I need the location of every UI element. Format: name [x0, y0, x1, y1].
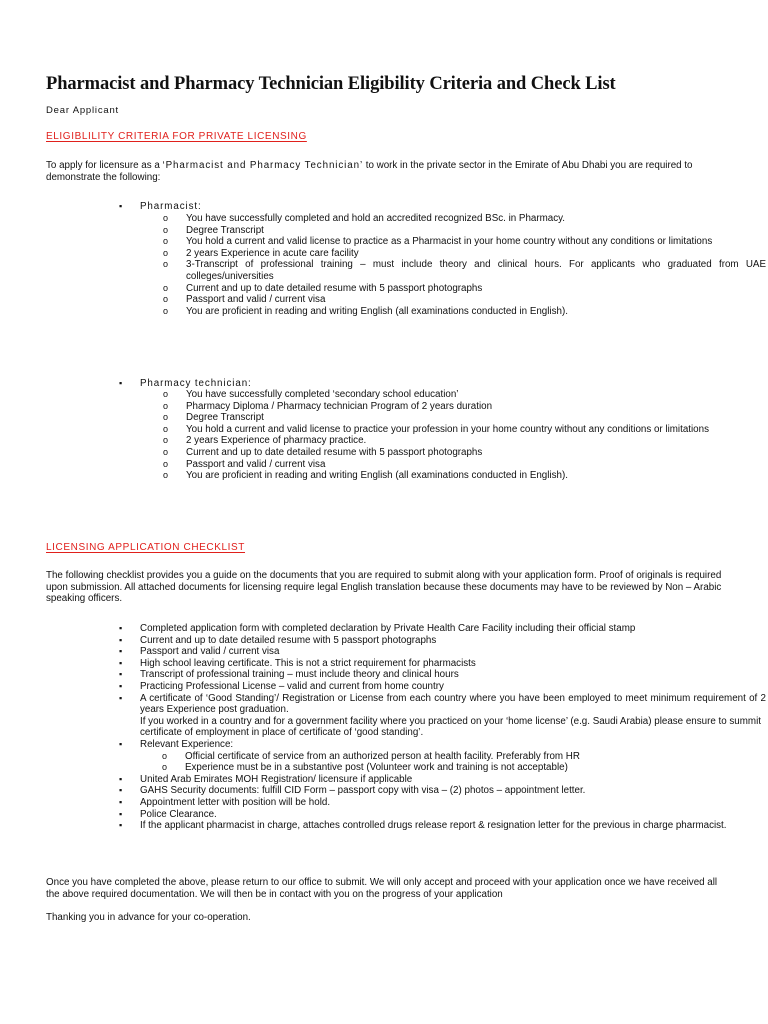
bullet-icon: ▪	[119, 808, 123, 819]
requirement-item	[163, 412, 766, 424]
list-item-text: Transcript of professional training – must include theory and clinical hours	[140, 669, 459, 681]
requirement-text: You are proficient in reading and writing English (all examinations conducted in English).	[186, 305, 568, 317]
list-item-text-continued: If you worked in a country and for a government facility where you practiced on your ‘home license’ (e.g. Saudi Arabia) please ensure to summit certificate of employment in place of certificate of ‘good standing’.	[140, 715, 761, 739]
requirement-item	[163, 458, 766, 471]
requirement-text: 2 years Experience in acute care facility	[186, 247, 359, 259]
requirement-text: Passport and valid / current visa	[186, 458, 326, 470]
list-item	[119, 808, 766, 821]
list-item	[119, 773, 766, 786]
experience-sublist	[162, 750, 766, 774]
requirement-item	[163, 282, 766, 295]
requirement-text: Passport and valid / current visa	[186, 294, 326, 306]
requirement-text: You hold a current and valid license to practice your profession in your home country without any conditions or limitations	[186, 423, 709, 435]
bullet-icon: ▪	[119, 820, 123, 831]
list-item-text: Practicing Professional License – valid and current from home country	[140, 680, 444, 692]
technician-label-row	[119, 378, 252, 390]
sub-bullet-icon: o	[163, 294, 169, 305]
bullet-icon: ▪	[119, 201, 123, 211]
requirement-text: You have successfully completed ‘secondary school education’	[186, 389, 459, 400]
sub-bullet-icon: o	[162, 762, 168, 773]
technician-label: Pharmacy technician:	[140, 378, 252, 389]
technician-section	[119, 378, 252, 390]
eligibility-intro	[46, 160, 722, 183]
sub-bullet-icon: o	[162, 750, 168, 761]
sub-bullet-icon: o	[163, 423, 169, 434]
sub-bullet-icon: o	[163, 213, 169, 223]
requirement-item	[163, 470, 766, 482]
sub-bullet-icon: o	[163, 435, 169, 446]
intro-prefix: To apply for licensure as a	[46, 160, 163, 171]
list-item-text: High school leaving certificate. This is not a strict requirement for pharmacists	[140, 657, 476, 669]
sub-bullet-icon: o	[163, 412, 169, 423]
list-item	[119, 692, 766, 739]
bullet-icon: ▪	[119, 796, 123, 807]
list-item-text: Current and up to date detailed resume with 5 passport photographs	[140, 634, 437, 646]
sub-bullet-icon: o	[163, 247, 169, 258]
list-item-text: If the applicant pharmacist in charge, attaches controlled drugs release report & resignation letter for the previous in charge pharmacist.	[140, 820, 727, 832]
bullet-icon: ▪	[119, 785, 123, 796]
list-item	[119, 623, 766, 635]
page-title: Pharmacist and Pharmacy Technician Eligibility Criteria and Check List	[46, 74, 616, 94]
sub-list-item-text: Experience must be in a substantive post (Volunteer work and training is not acceptable)	[185, 762, 568, 774]
requirement-text: 3-Transcript of professional training – must include theory and clinical hours. For applicants who graduated from UAE colleges/universities	[186, 259, 766, 282]
list-item	[119, 738, 766, 774]
list-item	[119, 820, 766, 832]
list-item-text: Appointment letter with position will be hold.	[140, 796, 331, 808]
sub-bullet-icon: o	[163, 400, 169, 411]
list-item	[119, 669, 766, 681]
requirement-text: Degree Transcript	[186, 224, 264, 236]
requirement-item	[163, 224, 766, 237]
requirement-text: Pharmacy Diploma / Pharmacy technician Program of 2 years duration	[186, 400, 493, 412]
list-item	[119, 634, 766, 647]
bullet-icon: ▪	[119, 773, 123, 784]
list-item-text: Completed application form with completed declaration by Private Health Care Facility including their official stamp	[140, 623, 636, 634]
closing-paragraph: Once you have completed the above, please return to our office to submit. We will only accept and proceed with your application once we have received all the above required documentation. We will then be in contact with you on the progress of your application	[46, 877, 718, 900]
bullet-icon: ▪	[119, 634, 123, 645]
bullet-icon: ▪	[119, 646, 123, 657]
list-item-text: Passport and valid / current visa	[140, 646, 280, 658]
thanks-line: Thanking you in advance for your co-operation.	[46, 912, 251, 923]
requirement-text: 2 years Experience of pharmacy practice.	[186, 435, 367, 447]
requirement-item	[163, 213, 766, 225]
requirement-text: You are proficient in reading and writing English (all examinations conducted in English).	[186, 470, 568, 482]
technician-requirements-list	[163, 389, 766, 482]
checklist-intro: The following checklist provides you a guide on the documents that you are required to submit along with your application form. Proof of originals is required upon submission. All attached documents for licensing require legal English translation because these documents may have to be reviewed by Non – Arabic speaking officers.	[46, 570, 722, 605]
bullet-icon: ▪	[119, 738, 123, 749]
sub-bullet-icon: o	[163, 446, 169, 457]
list-item-text: GAHS Security documents: fulfill CID Form – passport copy with visa – (2) photos – appointment letter.	[140, 785, 586, 797]
requirement-text: Degree Transcript	[186, 412, 264, 424]
requirement-item	[163, 236, 766, 248]
checklist-list	[119, 623, 766, 832]
list-item	[119, 680, 766, 693]
requirement-text: You hold a current and valid license to practice as a Pharmacist in your home country without any conditions or limitations	[186, 236, 713, 248]
requirement-item	[163, 446, 766, 459]
sub-bullet-icon: o	[163, 470, 169, 481]
requirement-text: You have successfully completed and hold an accredited recognized BSc. in Pharmacy.	[186, 213, 566, 224]
list-item	[119, 657, 766, 670]
bullet-icon: ▪	[119, 378, 123, 388]
pharmacist-label-row	[119, 201, 202, 213]
list-item-text: A certificate of ‘Good Standing’/ Registration or License from each country where you have been employed to meet minimum requirement of 2 years Experience post graduation.	[140, 692, 766, 716]
salutation: Dear Applicant	[46, 105, 119, 116]
requirement-text: Current and up to date detailed resume with 5 passport photographs	[186, 446, 483, 458]
list-item-text: Relevant Experience:	[140, 738, 234, 750]
eligibility-heading: ELIGIBLILITY CRITERIA FOR PRIVATE LICENSING	[46, 131, 307, 142]
requirement-item	[163, 305, 766, 318]
pharmacist-requirements-list	[163, 213, 766, 317]
sub-bullet-icon: o	[163, 305, 169, 316]
requirement-item	[163, 400, 766, 413]
sub-bullet-icon: o	[163, 458, 169, 469]
sub-bullet-icon: o	[163, 236, 169, 247]
list-item-text: United Arab Emirates MOH Registration/ licensure if applicable	[140, 773, 413, 785]
sub-bullet-icon: o	[163, 259, 169, 270]
sub-list-item	[162, 750, 766, 763]
bullet-icon: ▪	[119, 692, 123, 703]
requirement-item	[163, 294, 766, 306]
requirement-item	[163, 247, 766, 260]
requirement-item	[163, 259, 766, 282]
checklist-heading: LICENSING APPLICATION CHECKLIST	[46, 542, 246, 553]
bullet-icon: ▪	[119, 680, 123, 691]
requirement-item	[163, 423, 766, 436]
sub-list-item	[162, 762, 766, 774]
requirement-item	[163, 435, 766, 447]
bullet-icon: ▪	[119, 669, 123, 680]
list-item	[119, 796, 766, 809]
pharmacist-section	[119, 201, 202, 213]
bullet-icon: ▪	[119, 657, 123, 668]
list-item	[119, 646, 766, 658]
list-item	[119, 785, 766, 797]
sub-list-item-text: Official certificate of service from an authorized person at health facility. Preferably from HR	[185, 750, 580, 762]
bullet-icon: ▪	[119, 623, 123, 633]
list-item-text: Police Clearance.	[140, 808, 217, 820]
intro-suffix: to work in the private sector in the Emirate of Abu Dhabi you are required to demonstrate the following:	[46, 160, 693, 183]
sub-bullet-icon: o	[163, 224, 169, 235]
requirement-text: Current and up to date detailed resume with 5 passport photographs	[186, 282, 483, 294]
requirement-item	[163, 389, 766, 401]
intro-quoted: ‘Pharmacist and Pharmacy Technician’	[162, 160, 364, 171]
pharmacist-label: Pharmacist:	[140, 201, 202, 212]
sub-bullet-icon: o	[163, 389, 169, 399]
sub-bullet-icon: o	[163, 282, 169, 293]
